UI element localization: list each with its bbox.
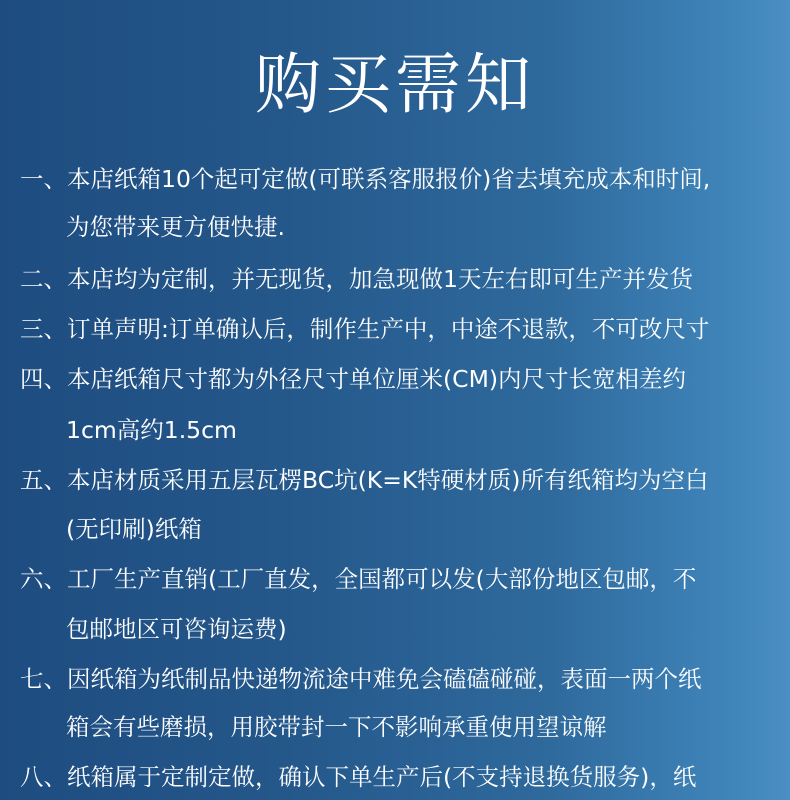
page-title: 购买需知 — [255, 46, 535, 123]
notice-line-8: 八、纸箱属于定制定做，确认下单生产后(不支持退换货服务)，纸 — [20, 763, 697, 791]
notice-line-6-continued: 包邮地区可咨询运费) — [66, 615, 287, 643]
notice-line-7-continued: 箱会有些磨损，用胶带封一下不影响承重使用望谅解 — [66, 713, 607, 741]
notice-line-4-continued: 1cm高约1.5cm — [66, 416, 237, 444]
notice-line-3: 三、订单声明:订单确认后，制作生产中，中途不退款，不可改尺寸 — [20, 315, 710, 343]
notice-line-7: 七、因纸箱为纸制品快递物流途中难免会磕磕碰碰，表面一两个纸 — [20, 665, 702, 693]
notice-line-1-continued: 为您带来更方便快捷. — [66, 213, 285, 241]
notice-line-1: 一、本店纸箱10个起可定做(可联系客服报价)省去填充成本和时间, — [20, 165, 711, 193]
notice-line-6: 六、工厂生产直销(工厂直发，全国都可以发(大部份地区包邮，不 — [20, 565, 697, 593]
notice-line-5-continued: (无印刷)纸箱 — [66, 515, 202, 543]
notice-line-4: 四、本店纸箱尺寸都为外径尺寸单位厘米(CM)内尺寸长宽相差约 — [20, 365, 687, 393]
notice-line-2: 二、本店均为定制，并无现货，加急现做1天左右即可生产并发货 — [20, 265, 693, 293]
notice-line-5: 五、本店材质采用五层瓦楞BC坑(K=K特硬材质)所有纸箱均为空白 — [20, 466, 709, 494]
